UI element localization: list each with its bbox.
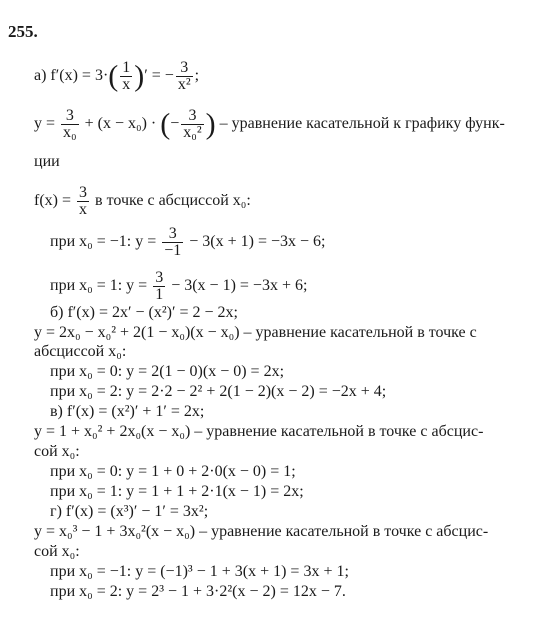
- part-b-case-two: при x₀ = 2: y = 2·2 − 2² + 2(1 − 2)(x − 2) = −2x + 4;: [50, 383, 387, 400]
- part-a-function: f(x) = $\frac{3}{x}$ в точке с абсциссой x₀:: [34, 184, 251, 218]
- part-b-derivative: б) f′(x) = 2x′ − (x²)′ = 2 − 2x;: [50, 304, 238, 321]
- part-d-derivative: г) f′(x) = (x³)′ − 1′ = 3x²;: [50, 503, 209, 520]
- part-a-case-minus-one: при x₀ = −1: y = $\frac{3}{-1}$ − 3(x + 1) = −3x − 6;: [50, 225, 326, 259]
- part-c-tangent-equation: y = 1 + x₀² + 2x₀(x − x₀) – уравнение касательной в точке с абсцис-: [34, 423, 484, 440]
- exercise-number: 255.: [8, 22, 38, 41]
- part-a-tangent-equation: y = $\frac{3}{\text{x₀}}$ + (x − x₀) · (− $\frac{3}{\text{x₀²}}$ ) – уравнение касательной к графику функ-: [34, 107, 505, 141]
- part-b-continuation: абсциссой x₀:: [34, 343, 127, 360]
- part-b-tangent-equation: y = 2x₀ − x₀² + 2(1 − x₀)(x − x₀) – уравнение касательной в точке с: [34, 324, 477, 341]
- part-c-derivative: в) f′(x) = (x²)′ + 1′ = 2x;: [50, 403, 205, 420]
- part-d-continuation: сой x₀:: [34, 543, 80, 560]
- part-a-continuation: ции: [34, 153, 60, 170]
- part-c-case-one: при x₀ = 1: y = 1 + 1 + 2·1(x − 1) = 2x;: [50, 483, 304, 500]
- part-b-case-zero: при x₀ = 0: y = 2(1 − 0)(x − 0) = 2x;: [50, 363, 285, 380]
- part-c-case-zero: при x₀ = 0: y = 1 + 0 + 2·0(x − 0) = 1;: [50, 463, 296, 480]
- part-d-case-two: при x₀ = 2: y = 2³ − 1 + 3·2²(x − 2) = 12x − 7.: [50, 583, 346, 600]
- part-a-derivative: а) f′(x) = 3·( $\frac{1}{x}$ )′ = − $\frac{3}{\text{x²}}$ ;: [34, 59, 200, 93]
- part-c-continuation: сой x₀:: [34, 443, 80, 460]
- part-a-case-one: при x₀ = 1: y = $\frac{3}{1}$ − 3(x − 1) = −3x + 6;: [50, 269, 308, 303]
- part-d-case-minus-one: при x₀ = −1: y = (−1)³ − 1 + 3(x + 1) = 3x + 1;: [50, 563, 349, 580]
- part-d-tangent-equation: y = x₀³ − 1 + 3x₀²(x − x₀) – уравнение касательной в точке с абсцис-: [34, 523, 489, 540]
